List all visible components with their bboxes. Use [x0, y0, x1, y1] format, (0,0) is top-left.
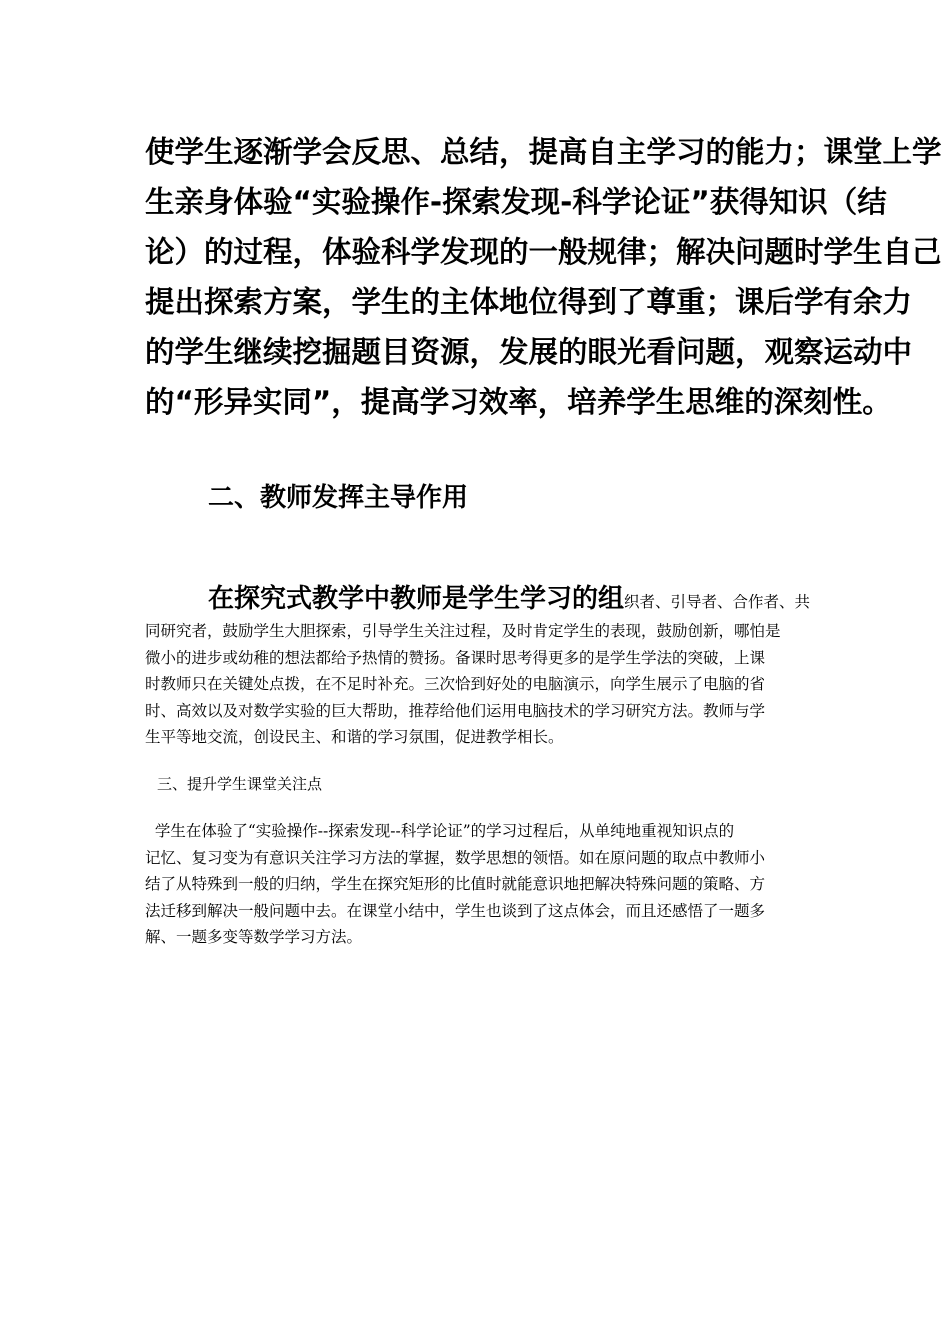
section-heading-3: 三、提升学生课堂关注点	[157, 775, 323, 793]
paragraph-teacher-role	[145, 580, 825, 751]
para1-line: 论）的过程，体验科学发现的一般规律；解决问题时学生自己	[145, 235, 942, 269]
para2-first-tail: 织者、引导者、合作者、共	[624, 593, 811, 611]
para2-line: 同研究者，鼓励学生大胆探索，引导学生关注过程，及时肯定学生的表现，鼓励创新，哪怕是	[145, 622, 781, 640]
para2-line: 时教师只在关键处点拨，在不足时补充。三次恰到好处的电脑演示，向学生展示了电脑的省	[145, 675, 766, 693]
section-heading-2: 二、教师发挥主导作用	[208, 483, 469, 513]
paragraph-student-focus	[145, 818, 825, 951]
para2-lead-text: 在探究式教学中教师是学生学习的组	[208, 584, 625, 614]
para2-line: 生平等地交流，创设民主、和谐的学习氛围，促进教学相长。	[145, 728, 564, 746]
para1-line: 的学生继续挖掘题目资源，发展的眼光看问题，观察运动中	[145, 335, 913, 369]
para3-line: 记忆、复习变为有意识关注学习方法的掌握，数学思想的领悟。如在原问题的取点中教师小	[145, 848, 766, 867]
para3-line: 学生在体验了“实验操作--探索发现--科学论证”的学习过程后，从单纯地重视知识点的	[145, 822, 735, 840]
para1-line: 提出探索方案，学生的主体地位得到了尊重；课后学有余力	[145, 285, 913, 319]
para3-line: 结了从特殊到一般的归纳，学生在探究矩形的比值时就能意识地把解决特殊问题的策略、方	[145, 875, 766, 893]
para3-line: 解、一题多变等数学学习方法。	[145, 928, 363, 946]
para2-first-line	[145, 580, 825, 618]
para1-line: 使学生逐渐学会反思、总结，提高自主学习的能力；课堂上学	[145, 135, 942, 169]
para2-line: 时、高效以及对数学实验的巨大帮助，推荐给他们运用电脑技术的学习研究方法。教师与学	[145, 701, 766, 720]
para1-line: 生亲身体验“实验操作-探索发现-科学论证”获得知识（结	[145, 185, 887, 219]
para3-line: 法迁移到解决一般问题中去。在课堂小结中，学生也谈到了这点体会，而且还感悟了一题多	[145, 901, 766, 920]
para1-line: 的“形异实同”，提高学习效率，培养学生思维的深刻性。	[145, 385, 892, 419]
para2-line: 微小的进步或幼稚的想法都给予热情的赞扬。备课时思考得更多的是学生学法的突破，上课	[145, 648, 766, 667]
